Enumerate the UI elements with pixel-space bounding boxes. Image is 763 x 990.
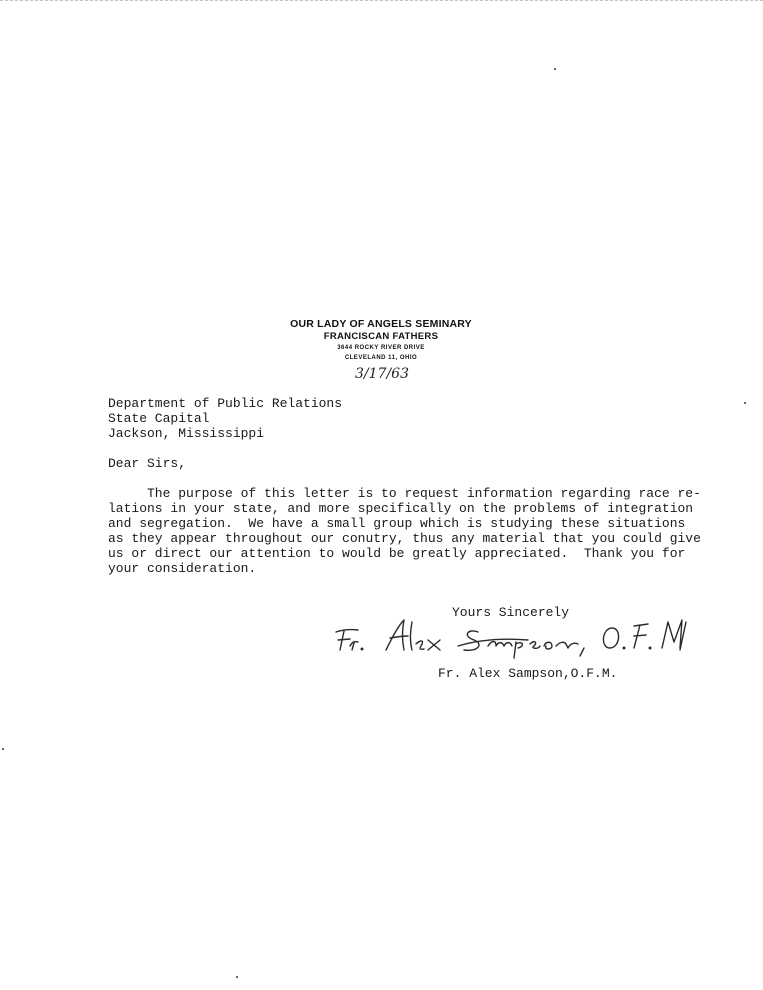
- recipient-line: State Capital: [108, 411, 210, 426]
- recipient-line: Jackson, Mississippi: [108, 426, 265, 441]
- body-line: and segregation. We have a small group which is studying these situations: [108, 516, 686, 531]
- body-line: your consideration.: [108, 561, 257, 576]
- recipient-address: [108, 396, 342, 441]
- handwritten-signature: [328, 610, 718, 662]
- letterhead-sub: FRANCISCAN FATHERS: [323, 331, 439, 342]
- handwritten-date: 3/17/63: [355, 366, 409, 382]
- recipient-line: Department of Public Relations: [108, 396, 343, 411]
- letterhead-street: 3644 ROCKY RIVER DRIVE: [337, 345, 425, 351]
- signature-icon: [328, 610, 718, 662]
- body-line: us or direct our attention to would be greatly appreciated. Thank you for: [108, 546, 686, 561]
- letterhead-org: OUR LADY OF ANGELS SEMINARY: [290, 318, 472, 330]
- page-top-edge: [0, 0, 763, 9]
- salutation: Dear Sirs,: [108, 456, 187, 471]
- body-line: The purpose of this letter is to request information regarding race re-: [108, 486, 701, 501]
- letterhead-city: CLEVELAND 11, OHIO: [344, 355, 418, 361]
- scan-speck: [744, 402, 746, 404]
- scan-speck: [236, 976, 238, 978]
- letter-body: [108, 486, 701, 576]
- body-line: as they appear throughout our conutry, thus any material that you could give: [108, 531, 701, 546]
- scan-speck: [554, 68, 556, 70]
- signed-name: Fr. Alex Sampson,O.F.M.: [438, 666, 618, 681]
- scan-speck: [2, 748, 4, 750]
- body-line: lations in your state, and more specifically on the problems of integration: [108, 501, 694, 516]
- closing: Yours Sincerely: [452, 605, 570, 620]
- letterhead: [250, 318, 512, 363]
